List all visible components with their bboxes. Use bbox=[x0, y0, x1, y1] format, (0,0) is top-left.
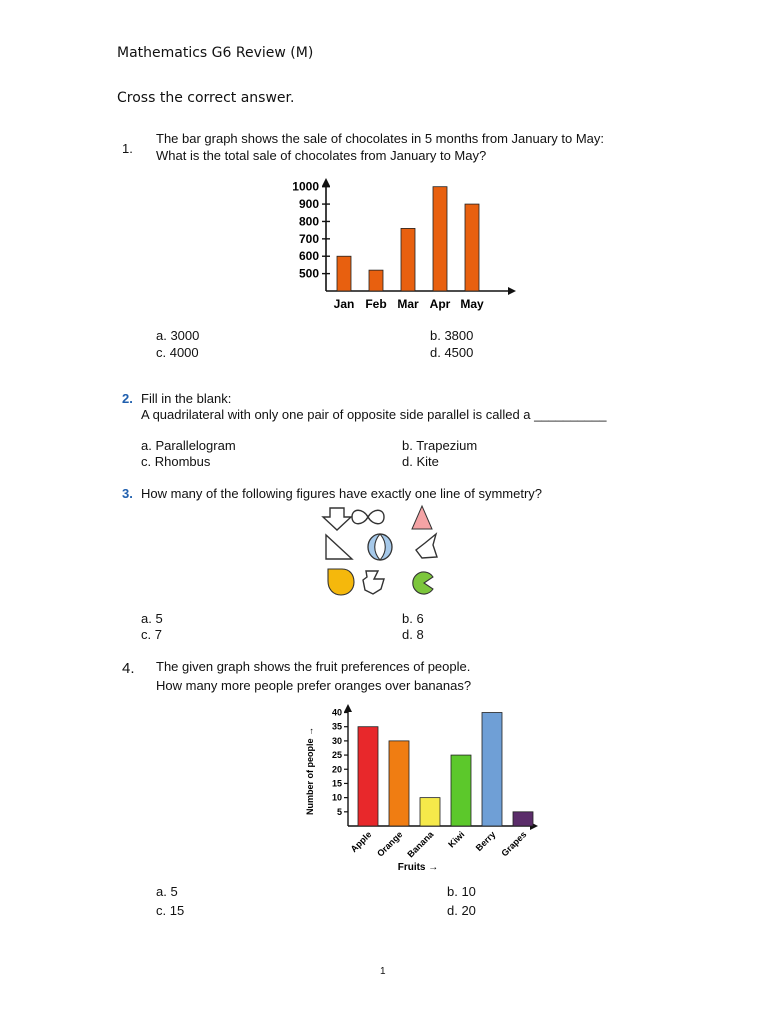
triangle-figure bbox=[412, 506, 432, 529]
y-axis-arrow bbox=[344, 704, 352, 712]
x-tick-label: Apr bbox=[429, 297, 451, 311]
x-tick-label: Orange bbox=[375, 829, 405, 859]
q1-option-c[interactable]: c. 4000 bbox=[156, 345, 199, 360]
bar-mar bbox=[401, 228, 415, 291]
fruit-preferences-chart bbox=[300, 700, 560, 875]
bar-apr bbox=[433, 187, 447, 291]
page-number: 1 bbox=[380, 966, 386, 977]
bar-feb bbox=[369, 270, 383, 291]
y-tick-label: 5 bbox=[336, 806, 342, 817]
q2-text-line1: Fill in the blank: bbox=[141, 391, 232, 406]
q2-option-b[interactable]: b. Trapezium bbox=[402, 438, 478, 453]
y-tick-label: 800 bbox=[298, 214, 319, 229]
bar-apple bbox=[358, 727, 378, 826]
x-tick-label: Grapes bbox=[499, 829, 529, 859]
q2-number: 2. bbox=[122, 391, 133, 406]
q3-option-b[interactable]: b. 6 bbox=[402, 611, 424, 626]
x-tick-label: Mar bbox=[397, 297, 419, 311]
bar-may bbox=[465, 204, 479, 291]
y-tick-label: 600 bbox=[298, 249, 319, 264]
x-axis-arrow bbox=[508, 287, 516, 295]
q4-text-line2: How many more people prefer oranges over bananas? bbox=[156, 678, 472, 693]
q4-option-a[interactable]: a. 5 bbox=[156, 884, 178, 899]
beach-ball-figure bbox=[368, 534, 392, 560]
x-axis-title: Fruits → bbox=[397, 862, 439, 873]
q4-number: 4. bbox=[122, 660, 135, 677]
y-tick-label: 30 bbox=[331, 735, 342, 746]
q4-option-b[interactable]: b. 10 bbox=[447, 884, 476, 899]
bar-grapes bbox=[513, 812, 533, 826]
q2-option-d[interactable]: d. Kite bbox=[402, 454, 439, 469]
x-tick-label: Jan bbox=[333, 297, 355, 311]
bar-jan bbox=[337, 256, 351, 291]
bar-banana bbox=[420, 798, 440, 826]
page-title: Mathematics G6 Review (M) bbox=[117, 45, 314, 61]
irregular-polygon-figure bbox=[416, 534, 437, 558]
x-tick-label: Berry bbox=[473, 829, 498, 854]
q3-option-a[interactable]: a. 5 bbox=[141, 611, 163, 626]
y-tick-label: 900 bbox=[298, 197, 319, 212]
chocolate-sales-chart bbox=[280, 178, 520, 318]
arrow-down-figure bbox=[323, 508, 351, 530]
bar-kiwi bbox=[451, 755, 471, 826]
y-tick-label: 20 bbox=[331, 764, 342, 775]
q1-option-d[interactable]: d. 4500 bbox=[430, 345, 474, 360]
x-tick-label: Kiwi bbox=[446, 829, 467, 850]
x-tick-label: Apple bbox=[348, 829, 374, 855]
q3-text-line1: How many of the following figures have exactly one line of symmetry? bbox=[141, 486, 543, 501]
y-tick-label: 25 bbox=[331, 750, 342, 761]
q4-text-line1: The given graph shows the fruit preferences of people. bbox=[156, 659, 471, 674]
q4-option-c[interactable]: c. 15 bbox=[156, 903, 185, 918]
instruction: Cross the correct answer. bbox=[117, 90, 295, 106]
right-triangle-figure bbox=[326, 535, 352, 559]
y-tick-label: 700 bbox=[298, 231, 319, 246]
q4-option-d[interactable]: d. 20 bbox=[447, 903, 476, 918]
q1-text-line1: The bar graph shows the sale of chocolates in 5 months from January to May: bbox=[156, 131, 605, 146]
q3-option-c[interactable]: c. 7 bbox=[141, 627, 162, 642]
infinity-figure bbox=[352, 510, 384, 524]
q2-option-a[interactable]: a. Parallelogram bbox=[141, 438, 236, 453]
y-tick-label: 1000 bbox=[292, 179, 319, 194]
bar-orange bbox=[389, 741, 409, 826]
y-axis-arrow bbox=[322, 178, 330, 186]
q2-option-c[interactable]: c. Rhombus bbox=[141, 454, 211, 469]
q1-text-line2: What is the total sale of chocolates from January to May? bbox=[156, 148, 487, 163]
zigzag-polygon-figure bbox=[363, 571, 384, 594]
q2-text-line2: A quadrilateral with only one pair of opposite side parallel is called a __________ bbox=[141, 407, 607, 422]
y-tick-label: 35 bbox=[331, 721, 342, 732]
x-tick-label: Feb bbox=[365, 297, 387, 311]
q1-option-b[interactable]: b. 3800 bbox=[430, 328, 474, 343]
y-tick-label: 10 bbox=[331, 792, 342, 803]
q1-number: 1. bbox=[122, 141, 133, 156]
q3-number: 3. bbox=[122, 486, 133, 501]
y-tick-label: 40 bbox=[331, 707, 342, 718]
drop-figure bbox=[328, 569, 354, 595]
x-tick-label: Banana bbox=[405, 829, 436, 860]
symmetry-figures bbox=[322, 503, 452, 598]
q1-option-a[interactable]: a. 3000 bbox=[156, 328, 200, 343]
x-tick-label: May bbox=[460, 297, 484, 311]
bar-berry bbox=[482, 713, 502, 826]
pacman-figure bbox=[413, 572, 433, 594]
y-axis-title: Number of people → bbox=[305, 726, 315, 816]
y-tick-label: 15 bbox=[331, 778, 342, 789]
q3-option-d[interactable]: d. 8 bbox=[402, 627, 424, 642]
y-tick-label: 500 bbox=[298, 266, 319, 281]
